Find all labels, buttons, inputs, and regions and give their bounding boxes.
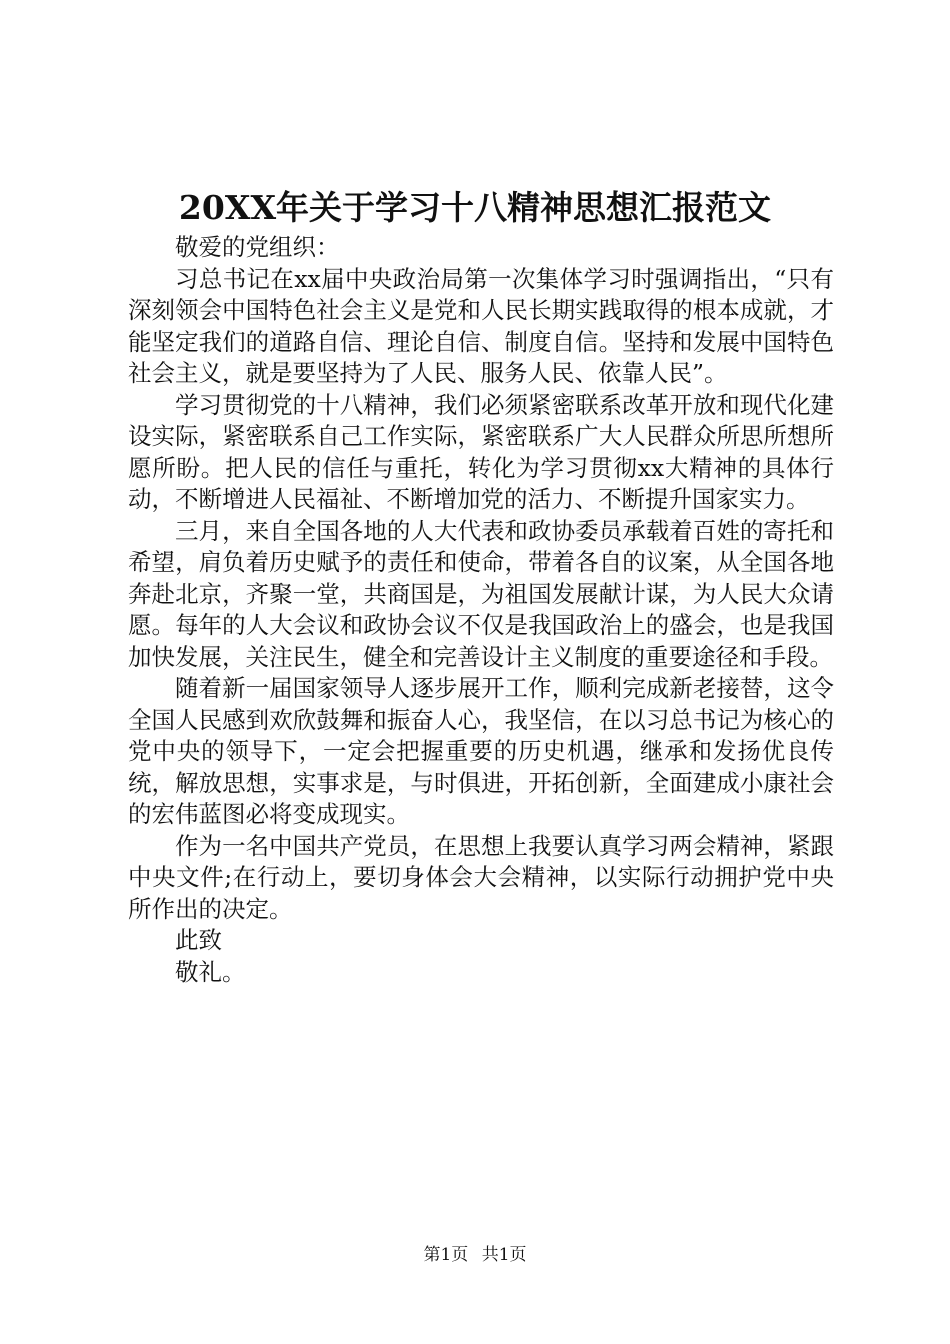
closing-line-1: 此致 bbox=[175, 926, 222, 954]
page-footer bbox=[0, 1244, 950, 1266]
document-body bbox=[128, 232, 834, 988]
paragraph-3: 三月，来自全国各地的人大代表和政协委员承载着百姓的寄托和希望，肩负着历史赋予的责任和使命，带着各自的议案，从全国各地奔赴北京，齐聚一堂，共商国是，为祖国发展献计谋，为人民大众请愿。每年的人大会议和政协会议不仅是我国政治上的盛会，也是我国加快发展，关注民生，健全和完善设计主义制度的重要途径和手段。 bbox=[128, 516, 834, 671]
paragraph-4: 随着新一届国家领导人逐步展开工作，顺利完成新老接替，这令全国人民感到欢欣鼓舞和振奋人心，我坚信，在以习总书记为核心的党中央的领导下，一定会把握重要的历史机遇，继承和发扬优良传统，解放思想，实事求是，与时俱进，开拓创新，全面建成小康社会的宏伟蓝图必将变成现实。 bbox=[128, 674, 834, 828]
page-number: 第1页 bbox=[423, 1245, 469, 1265]
closing-line-2: 敬礼。 bbox=[175, 957, 246, 986]
page-total: 共1页 bbox=[481, 1245, 527, 1265]
paragraph-1: 习总书记在xx届中央政治局第一次集体学习时强调指出，“只有深刻领会中国特色社会主义是党和人民长期实践取得的根本成就，才能坚定我们的道路自信、理论自信、制度自信。坚持和发展中国特色社会主义，就是要坚持为了人民、服务人民、依靠人民”。 bbox=[128, 264, 834, 387]
salutation: 敬爱的党组织： bbox=[175, 233, 340, 261]
paragraph-5: 作为一名中国共产党员，在思想上我要认真学习两会精神，紧跟中央文件;在行动上，要切身体会大会精神，以实际行动拥护党中央所作出的决定。 bbox=[128, 831, 834, 923]
document-title: 20XX年关于学习十八精神思想汇报范文 bbox=[178, 188, 772, 227]
paragraph-2: 学习贯彻党的十八精神，我们必须紧密联系改革开放和现代化建设实际，紧密联系自己工作实际，紧密联系广大人民群众所思所想所愿所盼。把人民的信任与重托，转化为学习贯彻xx大精神的具体行动，不断增进人民福祉、不断增加党的活力、不断提升国家实力。 bbox=[128, 390, 834, 513]
